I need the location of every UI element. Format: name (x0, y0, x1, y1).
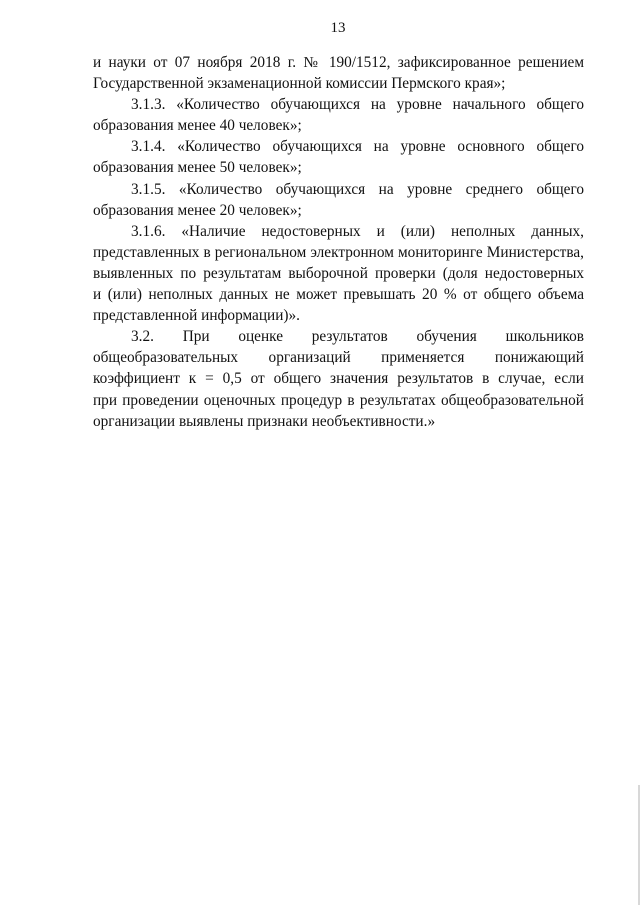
paragraph-item-3-2 (93, 326, 584, 431)
text-line: 3.1.5. «Количество обучающихся на уровне среднего общего (131, 180, 584, 198)
text-line: 3.1.4. «Количество обучающихся на уровне основного общего (131, 138, 584, 156)
text-line: образования менее 50 человек»; (93, 159, 302, 177)
paragraph-item-3-1-5 (93, 179, 584, 221)
text-line: общеобразовательных организаций применяется понижающий (93, 349, 584, 367)
document-body (93, 52, 584, 432)
text-line: 3.1.6. «Наличие недостоверных и (или) неполных данных, (131, 222, 584, 240)
text-line: выявленных по результатам выборочной проверки (доля недостоверных (93, 264, 584, 282)
text-line: Государственной экзаменационной комиссии Пермского края»; (93, 75, 506, 93)
text-line: при проведении оценочных процедур в результатах общеобразовательной (93, 391, 584, 409)
paragraph-item-3-1-3 (93, 94, 584, 136)
text-line: образования менее 20 человек»; (93, 201, 302, 219)
text-line: представленных в региональном электронном мониторинге Министерства, (93, 243, 584, 261)
paragraph-item-3-1-4 (93, 136, 584, 178)
paragraph-continuation (93, 52, 584, 94)
text-line: и (или) неполных данных не может превышать 20 % от общего объема (93, 286, 584, 304)
text-line: и науки от 07 ноября 2018 г. № 190/1512, зафиксированное решением (93, 54, 584, 71)
text-line: представленной информации)». (93, 307, 300, 325)
text-line: образования менее 40 человек»; (93, 117, 302, 135)
paragraph-item-3-1-6 (93, 221, 584, 326)
text-line: организации выявлены признаки необъективности.» (93, 412, 436, 430)
text-line: коэффициент к = 0,5 от общего значения результатов в случае, если (93, 370, 584, 388)
text-line: 3.2. При оценке результатов обучения школьников (131, 328, 584, 346)
text-line: 3.1.3. «Количество обучающихся на уровне начального общего (131, 96, 584, 114)
page-number: 13 (330, 20, 346, 36)
